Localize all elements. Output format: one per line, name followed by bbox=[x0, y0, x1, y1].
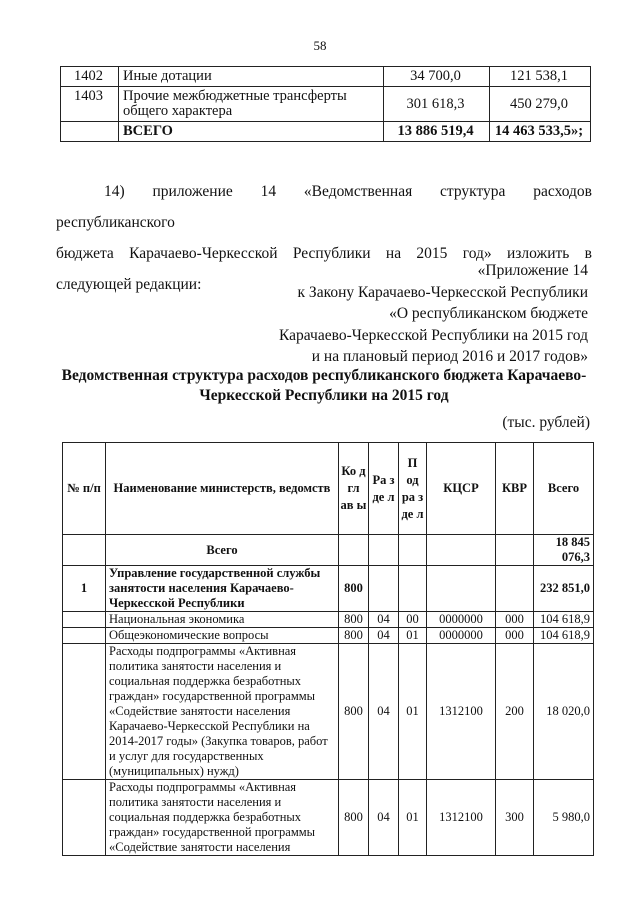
paragraph-line: следующей редакции: bbox=[56, 276, 202, 293]
cell-num bbox=[63, 644, 106, 780]
cell-num bbox=[63, 612, 106, 628]
paragraph-line: 14) приложение 14 «Ведомственная структура расходов республиканского bbox=[56, 183, 592, 231]
cell-razdel: 04 bbox=[369, 612, 399, 628]
cell-total: 104 618,9 bbox=[534, 628, 594, 644]
table-row bbox=[63, 612, 594, 628]
cell-name: Всего bbox=[106, 535, 339, 566]
cell-num bbox=[63, 535, 106, 566]
cell-kvr: 000 bbox=[496, 612, 534, 628]
cell-num bbox=[63, 628, 106, 644]
cell-name: Общеэкономические вопросы bbox=[106, 628, 339, 644]
cell-kcsr: 1312100 bbox=[427, 780, 496, 856]
table-row bbox=[61, 87, 591, 122]
cell-kcsr bbox=[427, 566, 496, 612]
col-podrazdel-header: П од ра з де л bbox=[399, 443, 427, 535]
cell-razdel bbox=[369, 535, 399, 566]
cell-total: 232 851,0 bbox=[534, 566, 594, 612]
cell-podrazdel bbox=[399, 566, 427, 612]
cell-name: Национальная экономика bbox=[106, 612, 339, 628]
cell-kvr: 300 bbox=[496, 780, 534, 856]
units-label: (тыс. рублей) bbox=[502, 414, 590, 431]
table-row bbox=[63, 644, 594, 780]
appendix-line: «О республиканском бюджете bbox=[389, 305, 588, 322]
cell-kvr: 200 bbox=[496, 644, 534, 780]
appendix-line: Карачаево-Черкесской Республики на 2015 год bbox=[279, 326, 588, 344]
section-code bbox=[61, 122, 119, 142]
table-row bbox=[63, 780, 594, 856]
cell-kcsr bbox=[427, 535, 496, 566]
cell-code: 800 bbox=[339, 644, 369, 780]
amount-2015: 301 618,3 bbox=[384, 87, 490, 122]
table-row bbox=[63, 566, 594, 612]
cell-code bbox=[339, 535, 369, 566]
cell-name: Расходы подпрограммы «Активная политика занятости населения и социальная поддержка безработных граждан» государственной программы «Содействие занятости населения Карачаево-Черкесской Республики на 2014-2017 годы» (Закупка товаров, работ и услуг для государственных (муниципальных) нужд) bbox=[106, 644, 339, 780]
header-row bbox=[63, 443, 594, 535]
amount-2015: 34 700,0 bbox=[384, 67, 490, 87]
table-row bbox=[61, 122, 591, 142]
cell-name: Управление государственной службы занятости населения Карачаево-Черкесской Республики bbox=[106, 566, 339, 612]
appendix-line: и на плановый период 2016 и 2017 годов» bbox=[311, 348, 588, 365]
cell-code: 800 bbox=[339, 628, 369, 644]
cell-total: 18 020,0 bbox=[534, 644, 594, 780]
amount-2016: 450 279,0 bbox=[490, 87, 591, 122]
cell-podrazdel: 01 bbox=[399, 628, 427, 644]
section-name: Прочие межбюджетные трансферты общего характера bbox=[119, 87, 384, 122]
col-name-header: Наименование министерств, ведомств bbox=[106, 443, 339, 535]
cell-kvr bbox=[496, 535, 534, 566]
appendix-line: к Закону Карачаево-Черкесской Республики bbox=[297, 283, 588, 301]
cell-kcsr: 0000000 bbox=[427, 612, 496, 628]
cell-razdel bbox=[369, 566, 399, 612]
cell-total: 104 618,9 bbox=[534, 612, 594, 628]
table-row bbox=[63, 535, 594, 566]
cell-kcsr: 1312100 bbox=[427, 644, 496, 780]
table-row bbox=[61, 67, 591, 87]
budget-summary-table bbox=[60, 66, 591, 142]
expenditure-table bbox=[62, 442, 594, 856]
appendix-header bbox=[279, 260, 588, 368]
cell-name: Расходы подпрограммы «Активная политика занятости населения и социальная поддержка безработных граждан» государственной программы «Содействие занятости населения bbox=[106, 780, 339, 856]
cell-razdel: 04 bbox=[369, 644, 399, 780]
cell-podrazdel: 01 bbox=[399, 780, 427, 856]
cell-podrazdel: 01 bbox=[399, 644, 427, 780]
col-num-header: № п/п bbox=[63, 443, 106, 535]
total-label: ВСЕГО bbox=[119, 122, 384, 142]
total-2016: 14 463 533,5»; bbox=[490, 122, 591, 142]
cell-kvr bbox=[496, 566, 534, 612]
cell-kcsr: 0000000 bbox=[427, 628, 496, 644]
cell-num bbox=[63, 780, 106, 856]
cell-code: 800 bbox=[339, 612, 369, 628]
page-number: 58 bbox=[313, 38, 327, 53]
cell-total: 18 845 076,3 bbox=[534, 535, 594, 566]
total-2015: 13 886 519,4 bbox=[384, 122, 490, 142]
cell-razdel: 04 bbox=[369, 780, 399, 856]
amount-2016: 121 538,1 bbox=[490, 67, 591, 87]
cell-podrazdel: 00 bbox=[399, 612, 427, 628]
col-razdel-header: Ра з де л bbox=[369, 443, 399, 535]
table-row bbox=[63, 628, 594, 644]
title-line: Черкесской Республики на 2015 год bbox=[199, 387, 449, 404]
col-kvr-header: КВР bbox=[496, 443, 534, 535]
section-name: Иные дотации bbox=[119, 67, 384, 87]
cell-code: 800 bbox=[339, 780, 369, 856]
col-code-header: Ко д гл ав ы bbox=[339, 443, 369, 535]
cell-code: 800 bbox=[339, 566, 369, 612]
section-code: 1402 bbox=[61, 67, 119, 87]
title-line: Ведомственная структура расходов республиканского бюджета Карачаево- bbox=[61, 367, 587, 384]
cell-razdel: 04 bbox=[369, 628, 399, 644]
cell-total: 5 980,0 bbox=[534, 780, 594, 856]
section-code: 1403 bbox=[61, 87, 119, 122]
paragraph-line: бюджета Карачаево-Черкесской Республики на 2015 год» изложить в bbox=[56, 245, 592, 262]
cell-podrazdel bbox=[399, 535, 427, 566]
cell-num: 1 bbox=[63, 566, 106, 612]
document-title bbox=[56, 366, 592, 406]
cell-kvr: 000 bbox=[496, 628, 534, 644]
col-total-header: Всего bbox=[534, 443, 594, 535]
appendix-line: «Приложение 14 bbox=[477, 262, 588, 279]
col-kcsr-header: КЦСР bbox=[427, 443, 496, 535]
